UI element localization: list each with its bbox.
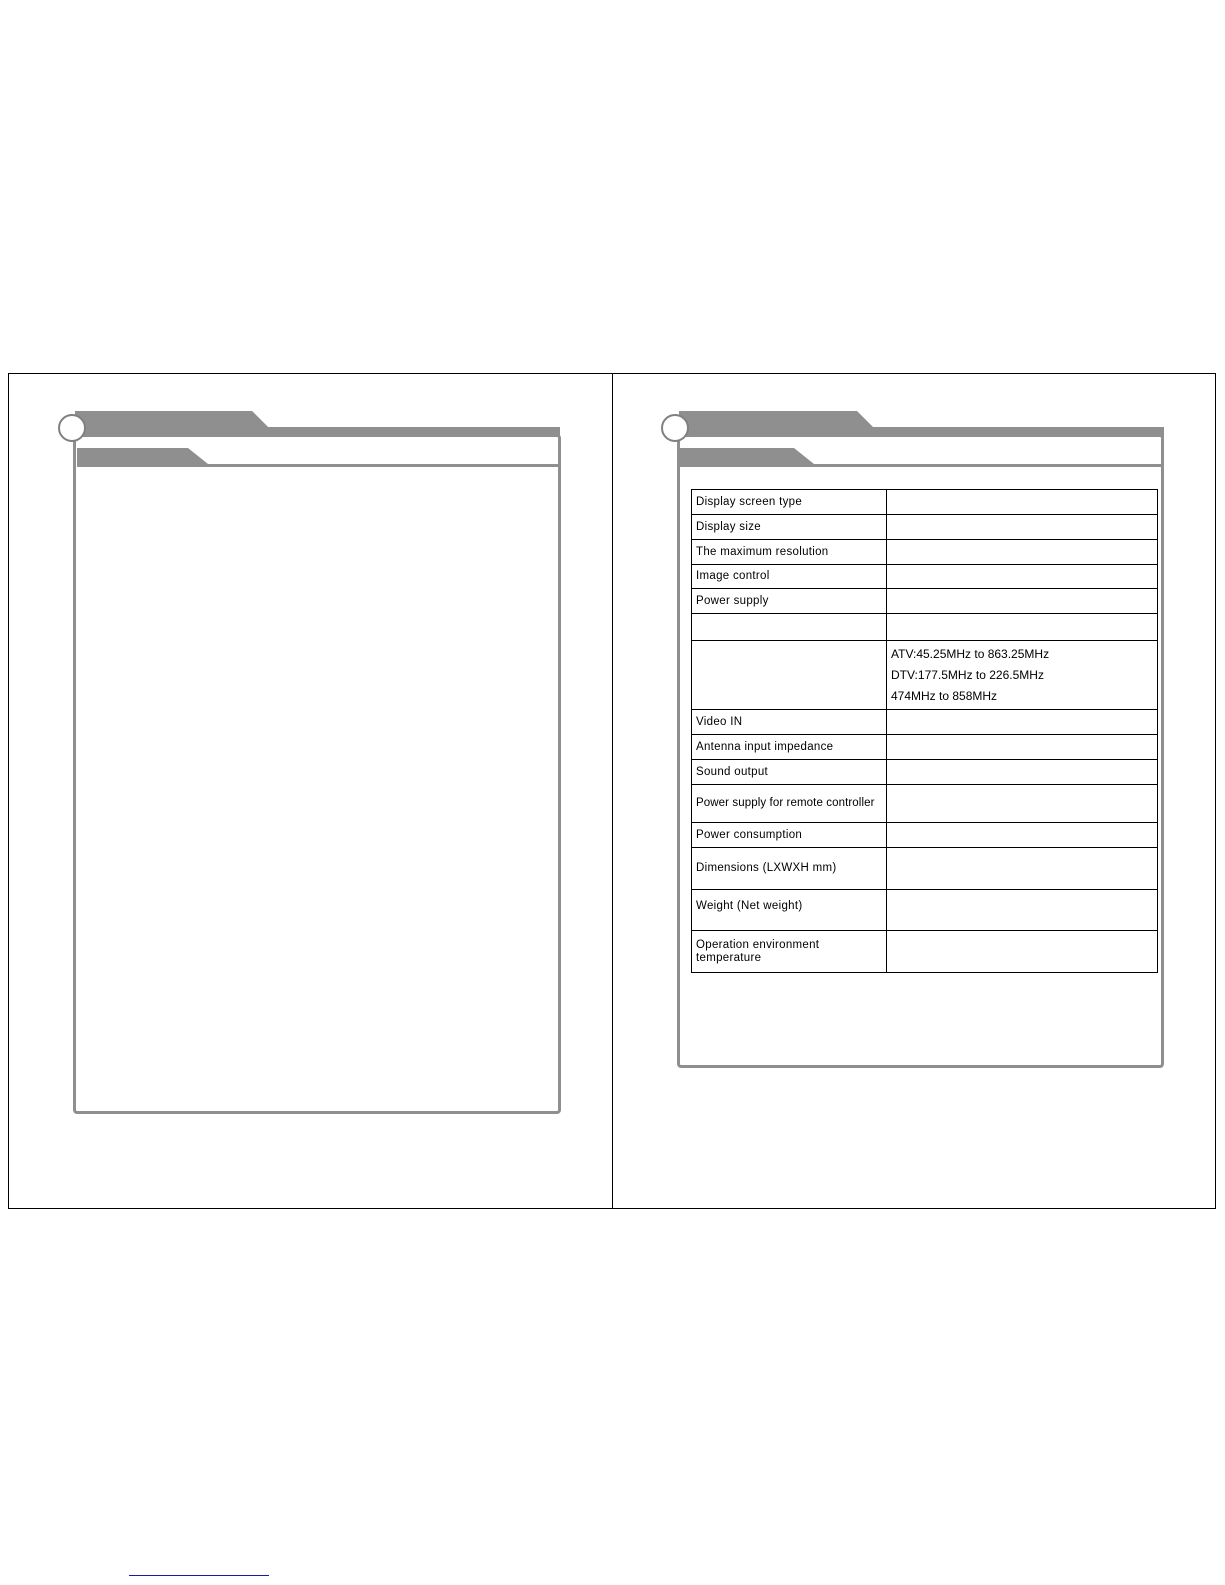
spec-label: Dimensions (LXWXH mm) bbox=[692, 848, 887, 890]
frequency-line: ATV:45.25MHz to 863.25MHz bbox=[891, 646, 1050, 661]
spec-value bbox=[887, 614, 1158, 641]
right-section-number-circle bbox=[661, 414, 689, 442]
spec-value bbox=[887, 785, 1158, 823]
spec-row bbox=[692, 931, 1158, 973]
spec-row bbox=[692, 490, 1158, 515]
spec-row bbox=[692, 735, 1158, 760]
page-divider bbox=[612, 373, 613, 1209]
spec-row bbox=[692, 614, 1158, 641]
spec-row bbox=[692, 589, 1158, 614]
spec-value bbox=[887, 890, 1158, 931]
spec-label: Display screen type bbox=[692, 490, 887, 515]
spec-row bbox=[692, 515, 1158, 540]
spec-label: Power consumption bbox=[692, 823, 887, 848]
spec-value bbox=[887, 848, 1158, 890]
spec-value bbox=[887, 589, 1158, 614]
spec-label: Power supply bbox=[692, 589, 887, 614]
left-section-number-circle bbox=[58, 414, 86, 442]
spec-label: Video IN bbox=[692, 710, 887, 735]
spec-row bbox=[692, 823, 1158, 848]
spec-label: Display size bbox=[692, 515, 887, 540]
spec-value bbox=[887, 931, 1158, 973]
left-content-panel bbox=[73, 434, 561, 1114]
spec-value-frequency bbox=[887, 641, 1158, 710]
spec-value bbox=[887, 760, 1158, 785]
spec-label: Antenna input impedance bbox=[692, 735, 887, 760]
spec-value bbox=[887, 515, 1158, 540]
left-section-tabs-overlay bbox=[55, 410, 565, 474]
spec-label: Operation environment temperature bbox=[692, 931, 887, 973]
spec-label: Power supply for remote controller bbox=[692, 785, 887, 823]
spec-label: Sound output bbox=[692, 760, 887, 785]
footer-link-underline bbox=[129, 1575, 269, 1576]
spec-value bbox=[887, 540, 1158, 565]
spec-row bbox=[692, 641, 1158, 710]
spec-row bbox=[692, 785, 1158, 823]
right-section-tabs bbox=[659, 410, 1169, 474]
spec-value bbox=[887, 490, 1158, 515]
spec-row bbox=[692, 848, 1158, 890]
spec-label: The maximum resolution bbox=[692, 540, 887, 565]
spec-row bbox=[692, 760, 1158, 785]
spec-label bbox=[692, 614, 887, 641]
spec-label: Weight (Net weight) bbox=[692, 890, 887, 931]
spec-row bbox=[692, 540, 1158, 565]
spec-value bbox=[887, 823, 1158, 848]
spec-label bbox=[692, 641, 887, 710]
specifications-table bbox=[691, 489, 1158, 973]
spec-value bbox=[887, 710, 1158, 735]
frequency-line: DTV:177.5MHz to 226.5MHz bbox=[891, 667, 1044, 682]
frequency-line: 474MHz to 858MHz bbox=[891, 688, 998, 703]
spec-value bbox=[887, 735, 1158, 760]
spec-label: Image control bbox=[692, 565, 887, 589]
spec-row bbox=[692, 710, 1158, 735]
spec-value bbox=[887, 565, 1158, 589]
spec-row bbox=[692, 565, 1158, 589]
spec-row bbox=[692, 890, 1158, 931]
